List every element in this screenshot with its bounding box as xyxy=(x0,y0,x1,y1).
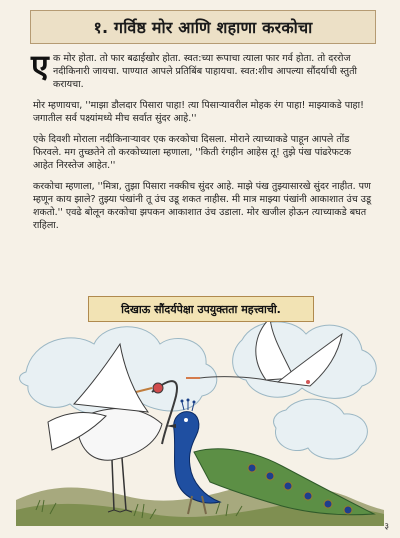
story-text xyxy=(31,47,373,240)
moral-box xyxy=(88,296,314,322)
paragraph-3: एके दिवशी मोराला नदीकिनाऱ्यावर एक करकोचा दिसला. मोराने त्याच्याकडे पाहून आपले तोंड फिरवले. मग तुच्छतेने तो करकोच्याला म्हणाला, ''किती रंगहीन आहेस तू! तुझे पंख पांढरेफटक आहेत निरस्तेज आहेत.'' xyxy=(33,134,352,171)
title-box xyxy=(30,10,376,44)
page-number: ३ xyxy=(384,522,389,532)
paragraph-2: मोर म्हणायचा, ''माझा डौलदार पिसारा पाहा! त्या पिसाऱ्यावरील मोहक रंग पाहा! माझ्याकडे पाहा! जगातील सर्व पक्ष्यांमध्ये मीच सर्वात सुंदर आहे.'' xyxy=(33,100,364,124)
story-illustration xyxy=(16,300,384,526)
moral-text: दिखाऊ सौंदर्यपेक्षा उपयुक्तता महत्त्वाची. xyxy=(121,302,281,316)
paragraph-1-text: क मोर होता. तो फार बढाईखोर होता. स्वत:च्या रूपाचा त्याला फार गर्व होता. तो दररोज नदीकिनारी जायचा. पाण्यात आपले प्रतिबिंब पाहायचा. स्वत:शीच आपल्या सौंदर्याची स्तुती करायचा. xyxy=(53,53,357,90)
paragraph-1 xyxy=(31,47,373,91)
drop-cap: ए xyxy=(31,47,49,85)
paragraph-4: करकोचा म्हणाला, ''मित्रा, तुझा पिसारा नक्कीच सुंदर आहे. माझे पंख तुझ्यासारखे सुंदर नाहीत. पण म्हणून काय झाले? तुझ्या पंखांनी तू उंच उडू शकत नाहीस. मी मात्र माझ्या पंखांनी आकाशात उंच उडू शकतो.'' एवढे बोलून करकोचा झपकन आकाशात उंच उडाला. मोर खजील होऊन त्याच्याकडे बघत राहिला. xyxy=(33,181,372,231)
page-title: १. गर्विष्ठ मोर आणि शहाणा करकोचा xyxy=(93,18,313,37)
